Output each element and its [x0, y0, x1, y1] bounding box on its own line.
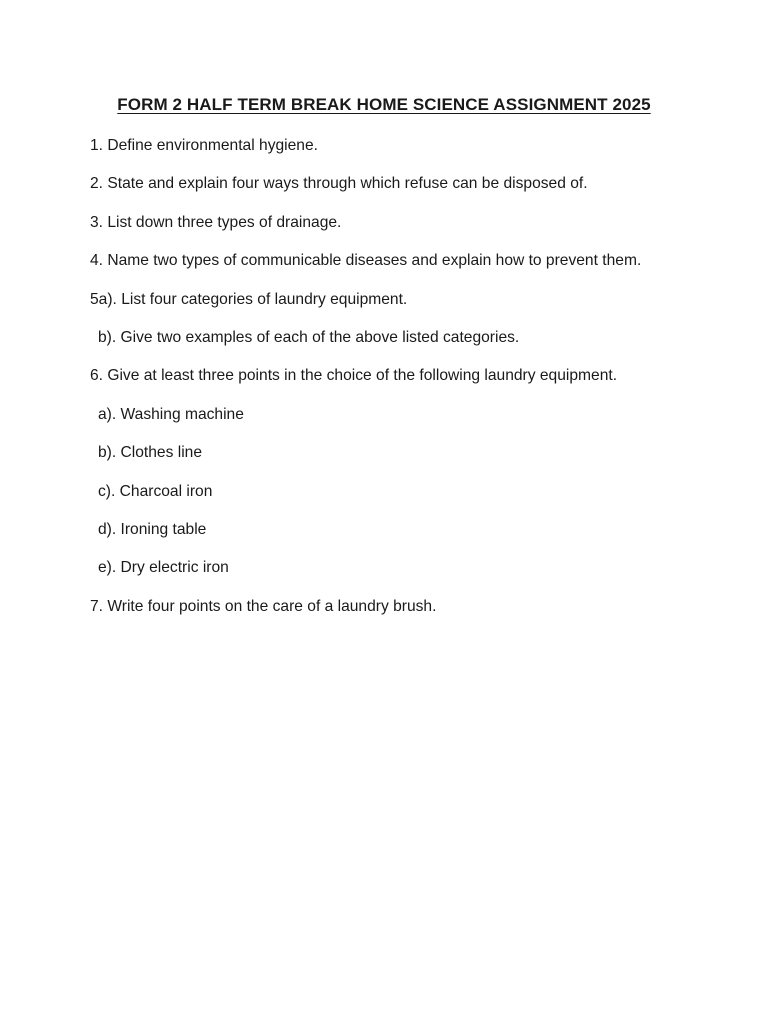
question-list: [90, 136, 730, 635]
question-6c: c). Charcoal iron: [98, 482, 213, 500]
question-6d: d). Ironing table: [98, 520, 207, 538]
document-title: FORM 2 HALF TERM BREAK HOME SCIENCE ASSIGNMENT 2025: [117, 95, 651, 114]
question-6e: e). Dry electric iron: [98, 559, 229, 577]
question-6b: b). Clothes line: [98, 444, 203, 462]
question-5a: 5a). List four categories of laundry equipment.: [90, 290, 408, 308]
question-3: 3. List down three types of drainage.: [90, 213, 342, 231]
question-6a: a). Washing machine: [98, 405, 244, 423]
question-7: 7. Write four points on the care of a laundry brush.: [90, 597, 437, 615]
question-1: 1. Define environmental hygiene.: [90, 137, 318, 154]
question-4: 4. Name two types of communicable diseases and explain how to prevent them.: [90, 252, 642, 270]
question-5b: b). Give two examples of each of the above listed categories.: [98, 328, 520, 346]
question-6: 6. Give at least three points in the choice of the following laundry equipment.: [90, 367, 618, 385]
question-2: 2. State and explain four ways through which refuse can be disposed of.: [90, 175, 588, 193]
